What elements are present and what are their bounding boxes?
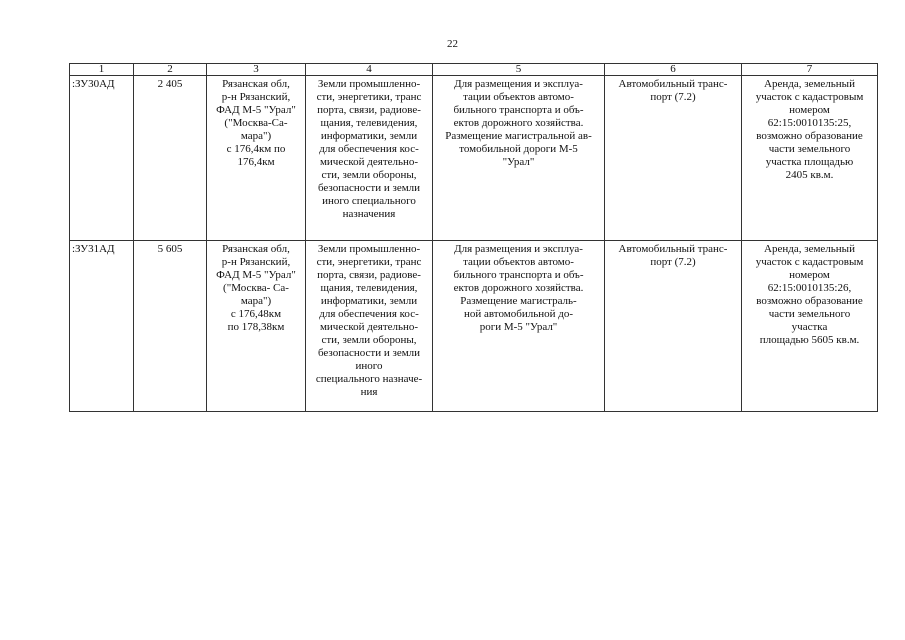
land-plots-table: [69, 63, 878, 412]
cell-line: порт (7.2): [650, 91, 696, 103]
permitted-use-cell: [605, 241, 742, 412]
cell-line: порта, связи, радиове-: [317, 104, 421, 116]
table-row: [70, 76, 878, 241]
cell-line: Для размещения и эксплуа-: [454, 243, 583, 255]
cell-line: порт (7.2): [650, 256, 696, 268]
cell-line: Автомобильный транс-: [618, 78, 728, 90]
purpose-cell: [433, 76, 605, 241]
cell-line: бильного транспорта и объ-: [453, 269, 584, 281]
cell-line: мической деятельно-: [319, 156, 419, 168]
cell-line: безопасности и земли: [317, 347, 421, 359]
table-row: [70, 241, 878, 412]
cell-line: участок с кадастровым: [755, 256, 864, 268]
cell-line: тации объектов автомо-: [463, 91, 574, 103]
header-cell-3: 3: [207, 64, 306, 76]
cell-line: возможно образование: [756, 130, 863, 142]
cell-line: Земли промышленно-: [317, 78, 421, 90]
cell-line: информатики, земли: [320, 130, 418, 142]
header-row: [70, 64, 878, 76]
header-cell-7: 7: [742, 64, 878, 76]
cell-line: 62:15:0010135:25,: [767, 117, 852, 129]
cell-line: Автомобильный транс-: [618, 243, 728, 255]
area-cell: 2 405: [134, 76, 207, 241]
cell-line: для обеспечения кос-: [319, 308, 419, 320]
cell-line: р-н Рязанский,: [221, 91, 291, 103]
cell-line: участка: [791, 321, 828, 333]
cell-line: 62:15:0010135:26,: [767, 282, 852, 294]
cell-line: сти, земли обороны,: [321, 334, 417, 346]
cell-line: части земельного: [768, 308, 851, 320]
cell-line: для обеспечения кос-: [319, 143, 419, 155]
cell-line: бильного транспорта и объ-: [453, 104, 584, 116]
cell-line: Земли промышленно-: [317, 243, 421, 255]
cell-line: томобильной дороги М-5: [459, 143, 578, 155]
cell-line: щания, телевидения,: [320, 117, 418, 129]
location-cell: [207, 241, 306, 412]
cell-line: ной автомобильной до-: [463, 308, 573, 320]
cell-line: части земельного: [768, 143, 851, 155]
plot-id-cell: :ЗУ30АД: [70, 76, 134, 241]
cell-line: участка площадью: [765, 156, 854, 168]
cell-line: с 176,48км: [230, 308, 282, 320]
cell-line: сти, земли обороны,: [321, 169, 417, 181]
cell-line: мара"): [240, 130, 272, 142]
cell-line: ФАД М-5 "Урал": [216, 269, 296, 281]
land-category-cell: [306, 241, 433, 412]
plot-id-cell: :ЗУ31АД: [70, 241, 134, 412]
cell-line: ("Москва- Са-: [223, 282, 289, 294]
cell-line: специального назначе-: [315, 373, 423, 385]
cell-line: информатики, земли: [320, 295, 418, 307]
cell-line: сти, энергетики, транс: [316, 256, 422, 268]
cell-line: участок с кадастровым: [755, 91, 864, 103]
cell-line: тации объектов автомо-: [463, 256, 574, 268]
cell-line: порта, связи, радиове-: [317, 269, 421, 281]
header-cell-6: 6: [605, 64, 742, 76]
cell-line: мара"): [240, 295, 272, 307]
header-cell-5: 5: [433, 64, 605, 76]
cell-line: Аренда, земельный: [764, 78, 855, 90]
cell-line: номером: [789, 104, 830, 116]
cell-line: иного: [355, 360, 383, 372]
note-cell: [742, 76, 878, 241]
cell-line: ектов дорожного хозяйства.: [453, 282, 584, 294]
location-cell: [207, 76, 306, 241]
cell-line: р-н Рязанский,: [221, 256, 291, 268]
header-cell-4: 4: [306, 64, 433, 76]
cell-line: назначения: [342, 208, 396, 220]
cell-line: "Урал": [502, 156, 535, 168]
cell-line: по 178,38км: [227, 321, 285, 333]
cell-line: щания, телевидения,: [320, 282, 418, 294]
area-cell: 5 605: [134, 241, 207, 412]
land-category-cell: [306, 76, 433, 241]
cell-line: с 176,4км по: [226, 143, 286, 155]
cell-line: 2405 кв.м.: [785, 169, 834, 181]
cell-line: ("Москва-Са-: [224, 117, 288, 129]
cell-line: возможно образование: [756, 295, 863, 307]
purpose-cell: [433, 241, 605, 412]
header-cell-2: 2: [134, 64, 207, 76]
cell-line: безопасности и земли: [317, 182, 421, 194]
cell-line: Рязанская обл,: [222, 78, 290, 90]
cell-line: Для размещения и эксплуа-: [454, 78, 583, 90]
note-cell: [742, 241, 878, 412]
cell-line: ния: [360, 386, 378, 398]
header-cell-1: 1: [70, 64, 134, 76]
cell-line: площадью 5605 кв.м.: [759, 334, 860, 346]
cell-line: ФАД М-5 "Урал": [216, 104, 296, 116]
cell-line: роги М-5 "Урал": [479, 321, 558, 333]
page-number: 22: [447, 38, 458, 50]
cell-line: номером: [789, 269, 830, 281]
cell-line: Рязанская обл,: [222, 243, 290, 255]
permitted-use-cell: [605, 76, 742, 241]
cell-line: Аренда, земельный: [764, 243, 855, 255]
cell-line: сти, энергетики, транс: [316, 91, 422, 103]
cell-line: Размещение магистраль-: [460, 295, 577, 307]
cell-line: 176,4км: [237, 156, 275, 168]
cell-line: мической деятельно-: [319, 321, 419, 333]
cell-line: ектов дорожного хозяйства.: [453, 117, 584, 129]
cell-line: Размещение магистральной ав-: [445, 130, 592, 142]
cell-line: иного специального: [322, 195, 416, 207]
